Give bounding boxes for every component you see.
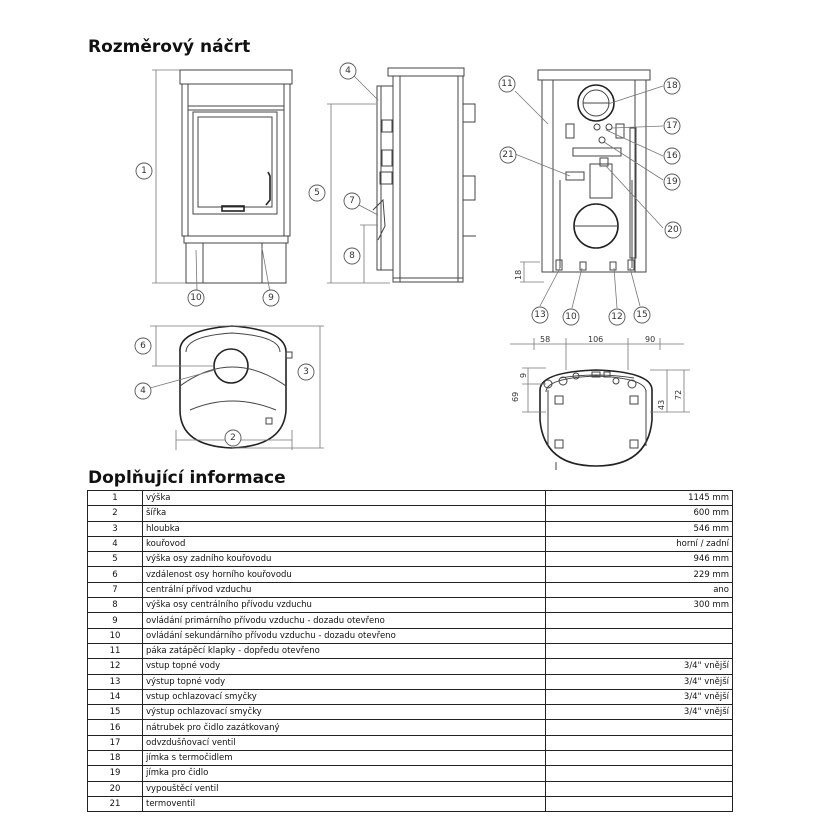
dim-90: 90 <box>645 335 656 344</box>
svg-text:21: 21 <box>502 150 514 160</box>
svg-text:18: 18 <box>666 81 678 91</box>
table-row <box>88 659 733 674</box>
cell-value <box>546 628 733 643</box>
dim-72: 72 <box>674 389 683 400</box>
table-row <box>88 491 733 506</box>
cell-num: 5 <box>88 552 143 567</box>
table-row <box>88 628 733 643</box>
cell-label: výstup topné vody <box>143 674 546 689</box>
cell-value: 3/4" vnější <box>546 689 733 704</box>
callout-7 <box>344 193 360 209</box>
table-row <box>88 536 733 551</box>
cell-num: 6 <box>88 567 143 582</box>
cell-num: 4 <box>88 536 143 551</box>
cell-label: výstup ochlazovací smyčky <box>143 705 546 720</box>
cell-label: odvzdušňovací ventil <box>143 735 546 750</box>
cell-value: 600 mm <box>546 506 733 521</box>
cell-label: hloubka <box>143 521 546 536</box>
svg-text:1: 1 <box>141 166 147 176</box>
callout-9 <box>263 290 279 306</box>
cell-num: 19 <box>88 766 143 781</box>
info-table <box>87 490 733 812</box>
table-row <box>88 521 733 536</box>
dim-18: 18 <box>514 269 523 280</box>
table-row <box>88 781 733 796</box>
table-row <box>88 552 733 567</box>
info-heading: Doplňující informace <box>88 468 286 488</box>
svg-text:9: 9 <box>268 293 274 303</box>
cell-value <box>546 751 733 766</box>
cell-num: 13 <box>88 674 143 689</box>
cell-value: 1145 mm <box>546 491 733 506</box>
table-row <box>88 643 733 658</box>
cell-label: šířka <box>143 506 546 521</box>
cell-num: 11 <box>88 643 143 658</box>
table-row <box>88 796 733 811</box>
svg-text:11: 11 <box>501 79 513 89</box>
svg-text:6: 6 <box>140 341 146 351</box>
callout-3 <box>298 364 314 380</box>
svg-text:20: 20 <box>667 225 679 235</box>
table-row <box>88 506 733 521</box>
table-row <box>88 674 733 689</box>
cell-label: páka zatápěcí klapky - dopředu otevřeno <box>143 643 546 658</box>
cell-value: 3/4" vnější <box>546 674 733 689</box>
cell-num: 15 <box>88 705 143 720</box>
callout-4-top <box>135 383 151 399</box>
cell-label: výška <box>143 491 546 506</box>
callout-18 <box>664 78 680 94</box>
cell-num: 3 <box>88 521 143 536</box>
dim-58: 58 <box>540 335 551 344</box>
cell-value <box>546 643 733 658</box>
cell-label: ovládání primárního přívodu vzduchu - dozadu otevřeno <box>143 613 546 628</box>
cell-num: 16 <box>88 720 143 735</box>
svg-text:10: 10 <box>190 293 202 303</box>
cell-num: 18 <box>88 751 143 766</box>
table-row <box>88 689 733 704</box>
cell-num: 2 <box>88 506 143 521</box>
cell-num: 14 <box>88 689 143 704</box>
svg-text:16: 16 <box>666 151 678 161</box>
info-table-body <box>88 491 733 812</box>
dim-106: 106 <box>588 335 604 344</box>
svg-text:10: 10 <box>565 312 577 322</box>
cell-num: 10 <box>88 628 143 643</box>
cell-num: 8 <box>88 598 143 613</box>
callout-6 <box>135 338 151 354</box>
callout-2 <box>225 430 241 446</box>
table-row <box>88 613 733 628</box>
cell-label: kouřovod <box>143 536 546 551</box>
table-row <box>88 720 733 735</box>
cell-num: 9 <box>88 613 143 628</box>
cell-label: výška osy centrálního přívodu vzduchu <box>143 598 546 613</box>
table-row <box>88 705 733 720</box>
callout-16 <box>664 148 680 164</box>
cell-value: 946 mm <box>546 552 733 567</box>
callout-1 <box>136 163 152 179</box>
cell-value <box>546 613 733 628</box>
callout-4 <box>340 63 356 79</box>
svg-text:7: 7 <box>349 196 355 206</box>
cell-label: jímka pro čidlo <box>143 766 546 781</box>
svg-text:12: 12 <box>611 312 623 322</box>
cell-value <box>546 796 733 811</box>
svg-text:8: 8 <box>349 251 355 261</box>
svg-text:4: 4 <box>345 66 351 76</box>
dim-69: 69 <box>511 391 520 402</box>
table-row <box>88 582 733 597</box>
svg-text:5: 5 <box>314 188 320 198</box>
callout-19 <box>664 174 680 190</box>
cell-label: termoventil <box>143 796 546 811</box>
callout-11 <box>499 76 515 92</box>
cell-label: jímka s termočidlem <box>143 751 546 766</box>
cell-value <box>546 720 733 735</box>
cell-num: 17 <box>88 735 143 750</box>
cell-value: 546 mm <box>546 521 733 536</box>
cell-num: 20 <box>88 781 143 796</box>
callout-13 <box>532 307 548 323</box>
dimension-labels <box>511 270 683 410</box>
svg-text:13: 13 <box>534 310 546 320</box>
rear-view <box>515 70 663 308</box>
table-row <box>88 567 733 582</box>
callout-10-rear <box>563 309 579 325</box>
cell-label: vstup ochlazovací smyčky <box>143 689 546 704</box>
cell-num: 7 <box>88 582 143 597</box>
cell-value: 3/4" vnější <box>546 705 733 720</box>
cell-label: ovládání sekundárního přívodu vzduchu - dozadu otevřeno <box>143 628 546 643</box>
callout-12 <box>609 309 625 325</box>
cell-label: vypouštěcí ventil <box>143 781 546 796</box>
table-row <box>88 735 733 750</box>
svg-text:19: 19 <box>666 177 678 187</box>
cell-value: ano <box>546 582 733 597</box>
cell-value: horní / zadní <box>546 536 733 551</box>
cell-label: výška osy zadního kouřovodu <box>143 552 546 567</box>
callout-21 <box>500 147 516 163</box>
cell-num: 12 <box>88 659 143 674</box>
svg-text:2: 2 <box>230 433 236 443</box>
table-row <box>88 598 733 613</box>
cell-value: 3/4" vnější <box>546 659 733 674</box>
dim-43: 43 <box>657 399 666 410</box>
svg-text:17: 17 <box>666 121 678 131</box>
cell-value: 229 mm <box>546 567 733 582</box>
front-view <box>152 70 292 292</box>
callout-17 <box>664 118 680 134</box>
dim-9: 9 <box>519 372 528 378</box>
cell-label: centrální přívod vzduchu <box>143 582 546 597</box>
svg-text:4: 4 <box>140 386 146 396</box>
cell-value <box>546 781 733 796</box>
table-row <box>88 751 733 766</box>
cell-label: vzdálenost osy horního kouřovodu <box>143 567 546 582</box>
cell-num: 21 <box>88 796 143 811</box>
table-row <box>88 766 733 781</box>
cell-label: vstup topné vody <box>143 659 546 674</box>
svg-text:3: 3 <box>303 367 309 377</box>
callout-8 <box>344 248 360 264</box>
callout-15 <box>634 307 650 323</box>
callout-20 <box>665 222 681 238</box>
cell-value: 300 mm <box>546 598 733 613</box>
svg-text:15: 15 <box>636 310 648 320</box>
sketch-heading: Rozměrový náčrt <box>88 37 251 57</box>
callout-10 <box>188 290 204 306</box>
cell-value <box>546 766 733 781</box>
cell-value <box>546 735 733 750</box>
callout-5 <box>309 185 325 201</box>
cell-num: 1 <box>88 491 143 506</box>
cell-label: nátrubek pro čidlo zazátkovaný <box>143 720 546 735</box>
